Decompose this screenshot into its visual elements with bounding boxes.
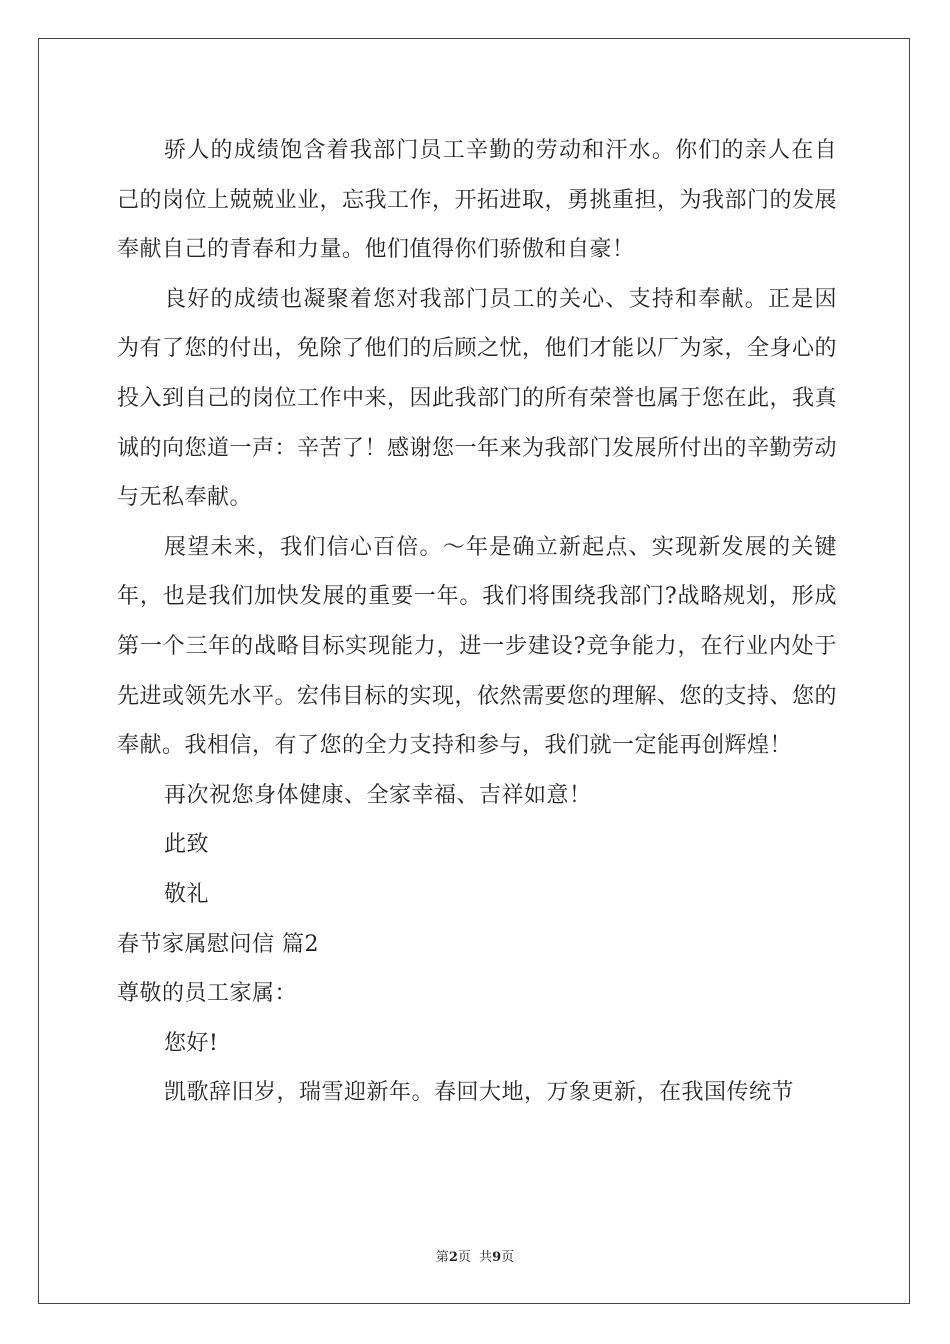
paragraph: 再次祝您身体健康、全家幸福、吉祥如意！ (164, 782, 592, 808)
page-number-footer (0, 1246, 950, 1265)
closing-line: 此致 (164, 832, 210, 858)
greeting-recipient: 尊敬的员工家属： (117, 981, 298, 1007)
current-page: 2 (448, 1250, 458, 1265)
page-mid: 页 共 (457, 1250, 493, 1265)
page-prefix: 第 (435, 1250, 449, 1265)
document-body (117, 126, 837, 1118)
section-title: 春节家属慰问信 篇2 (117, 931, 319, 957)
paragraph: 凯歌辞旧岁，瑞雪迎新年。春回大地，万象更新，在我国传统节 (164, 1080, 795, 1106)
greeting: 您好! (164, 1030, 219, 1056)
paragraph: 良好的成绩也凝聚着您对我部门员工的关心、支持和奉献。正是因为有了您的付出，免除了他们的后顾之忧，他们才能以厂为家，全身心的投入到自己的岗位工作中来，因此我部门的所有荣誉也属于您在此，我真诚的向您道一声：辛苦了！感谢您一年来为我部门发展所付出的辛勤劳动与无私奉献。 (117, 286, 838, 511)
paragraph: 骄人的成绩饱含着我部门员工辛勤的劳动和汗水。你们的亲人在自己的岗位上兢兢业业，忘我工作，开拓进取，勇挑重担，为我部门的发展奉献自己的青春和力量。他们值得你们骄傲和自豪！ (117, 138, 838, 263)
salutation-line: 敬礼 (164, 881, 210, 907)
page-suffix: 页 (501, 1250, 515, 1265)
total-pages: 9 (492, 1250, 502, 1265)
paragraph: 展望未来，我们信心百倍。～年是确立新起点、实现新发展的关键年，也是我们加快发展的重要一年。我们将围绕我部门?战略规划，形成第一个三年的战略目标实现能力，进一步建设?竞争能力，在行业内处于先进或领先水平。宏伟目标的实现，依然需要您的理解、您的支持、您的奉献。我相信，有了您的全力支持和参与，我们就一定能再创辉煌！ (117, 534, 838, 759)
